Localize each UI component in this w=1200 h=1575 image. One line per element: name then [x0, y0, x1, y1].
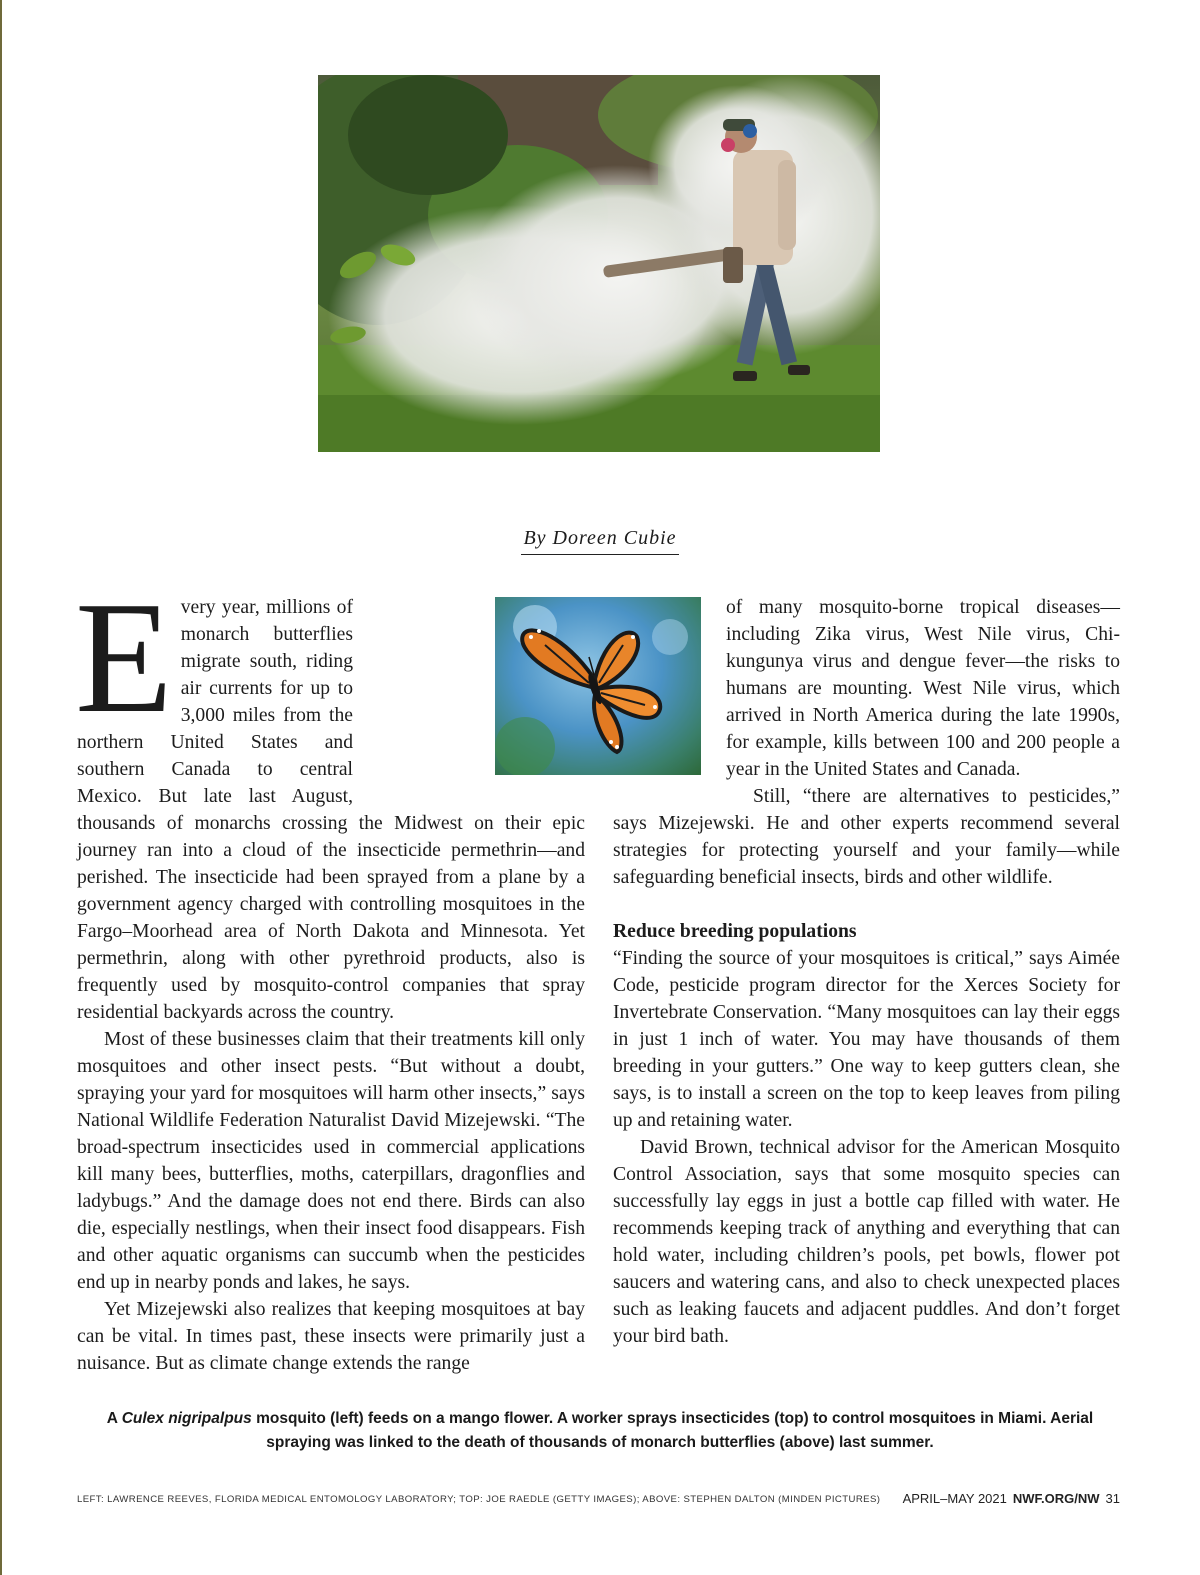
caption-text: mosquito (left) feeds on a mango flower. A worker sprays insecticides (top) to control mosquitoes in Miami. Aerial spraying was linked to the death of thousands of monarch butterflies (above) last summer.: [251, 1410, 1094, 1451]
inset-photo-spacer: [353, 594, 585, 794]
article-paragraph: “Finding the source of your mosquitoes is critical,” says Aimée Code, pesticide program director for the Xerces Society for Invertebrate Conservation. “Many mosquitoes can lay their eggs in just 1 inch of water. You may have thousands of them breeding in your gutters.” One way to keep gutters clean, she says, is to install a screen on the top to keep leaves from piling up and retaining water.: [613, 948, 1120, 1131]
magazine-site: NWF.ORG/NW: [1012, 1491, 1100, 1506]
caption-lead: A: [106, 1410, 122, 1427]
paragraph-text: of many mosquito-borne tropical diseases— including Zika virus, West Nile virus, Chikungunya virus and dengue fever—the risks to humans are mounting. West Nile virus, which arrived in North America during the late 1990s, for example, kills between 100 and 200 people a year in the United States and Canada.: [726, 597, 1120, 780]
byline-text: By Doreen Cubie: [521, 527, 678, 555]
photo-caption: [100, 1407, 1100, 1455]
article-paragraph: Still, “there are alternatives to pesticides,” says Mizejewski. He and other experts recommend several strategies for protecting yourself and your family—while safeguarding beneficial insects, birds and other wildlife.: [613, 786, 1120, 888]
byline: [0, 527, 1200, 555]
page-footer: [903, 1491, 1120, 1506]
article-paragraph: Most of these businesses claim that their treatments kill only mosquitoes and other insect pests. “But without a doubt, spraying your yard for mosquitoes will harm other insects,” says National Wildlife Federation Naturalist David Mizejewski. “The broad-spectrum insecticides used in commercial applications kill many bees, butterflies, moths, caterpillars, dragonflies and ladybugs.” And the damage does not end there. Birds can also die, especially nestlings, when their insect food disappears. Fish and other aquatic organisms can succumb when the pesticides end up in nearby ponds and lakes, he says.: [77, 1029, 585, 1293]
article-column-left: [75, 568, 585, 1377]
drop-cap: E: [75, 568, 173, 746]
photo-worker-spraying: [318, 75, 880, 452]
issue-date: APRIL–MAY 2021: [902, 1491, 1007, 1506]
inset-photo-spacer: [613, 594, 726, 808]
page-edge-rule: [0, 0, 2, 1575]
page-number: 31: [1105, 1491, 1120, 1506]
caption-species: Culex nigripalpus: [121, 1410, 252, 1427]
photo-credits: LEFT: LAWRENCE REEVES, FLORIDA MEDICAL ENTOMOLOGY LABORATORY; TOP: JOE RAEDLE (GETTY IMAGES); ABOVE: STEPHEN DALTON (MINDEN PICTURES): [77, 1494, 881, 1505]
article-paragraph: [75, 568, 585, 1026]
article-paragraph: David Brown, technical advisor for the American Mosquito Control Association, says that some mosquito species can successfully lay eggs in just a bottle cap filled with water. He recommends keeping track of anything and everything that can hold water, including children’s pools, pet bowls, flower pot saucers and watering cans, and also to check unexpected places such as leaking faucets and adjacent puddles. And don’t forget your bird bath.: [613, 1137, 1120, 1347]
section-subhead: Reduce breeding populations: [613, 921, 857, 942]
article-paragraph: Yet Mizejewski also realizes that keeping mosquitoes at bay can be vital. In times past, these insects were primarily just a nuisance. But as climate change extends the range: [77, 1299, 585, 1374]
paragraph-text: very year, millions of monarch butterflies migrate south, riding air currents for up to 3,000 miles from the northern United States and southern Canada to central Mexico. But late last August, thousands of monarchs crossing the Midwest on their epic journey ran into a cloud of the insecticide permethrin—and perished. The insecticide had been sprayed from a plane by a government agency charged with controlling mosquitoes in the Fargo–Moorhead area of North Dakota and Minnesota. Yet permethrin, along with other pyrethroid products, also is frequently used by mosquito-control companies that spray residential backyards across the country.: [77, 597, 585, 1023]
article-column-right: [613, 594, 1120, 1350]
article-paragraph: [613, 594, 1120, 783]
